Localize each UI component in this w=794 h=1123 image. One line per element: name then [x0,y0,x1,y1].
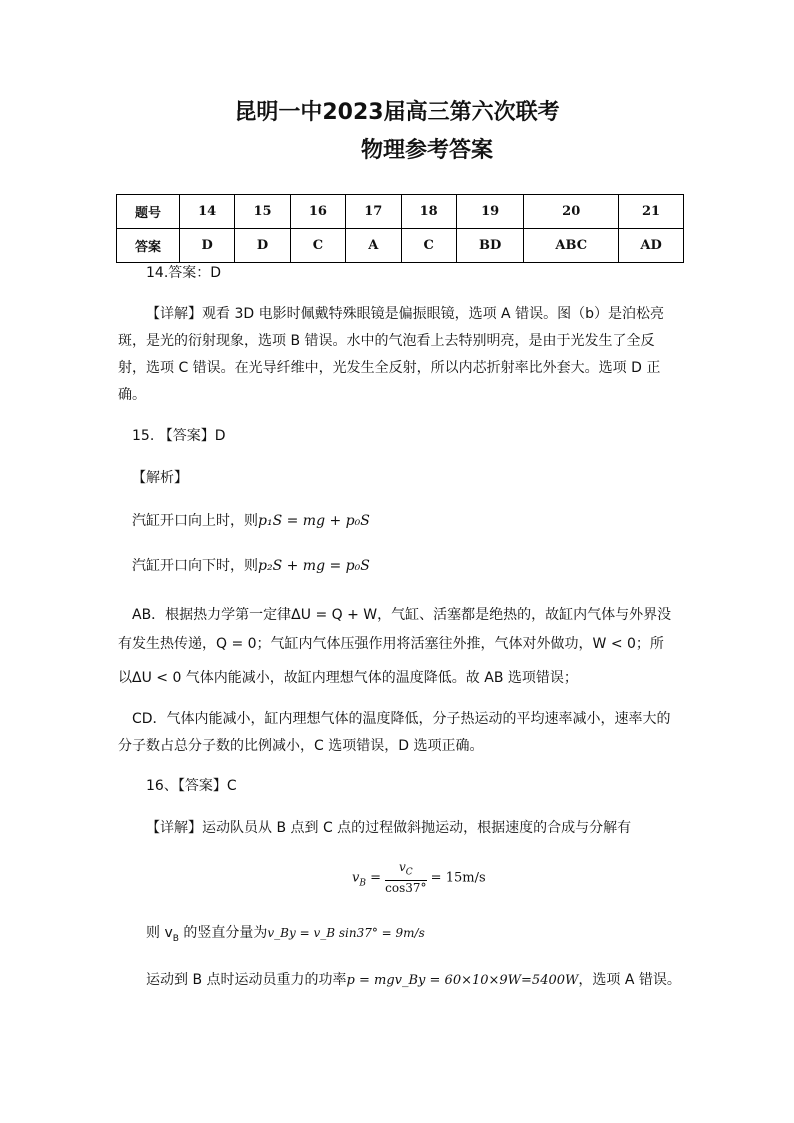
answer-cell: C [401,229,456,263]
answer-cell: C [290,229,345,263]
question-number: 18 [401,195,456,229]
answer-table [116,194,684,263]
answer-cell: A [346,229,401,263]
q15-eq2-prefix: 汽缸开口向下时，则 [132,558,258,574]
answer-cell: D [235,229,290,263]
table-row-numbers [117,195,684,229]
page-subtitle: 物理参考答案 [360,138,493,163]
q16-vertical-formula: v_By = v_B sin37° = 9m/s [267,926,425,940]
q15-eq1-line [132,507,370,535]
question-number: 16 [290,195,345,229]
q14-detail-line: 确。 [118,387,146,403]
q15-ab-line: AB．根据热力学第一定律ΔU = Q + W，气缸、活塞都是绝热的，故缸内气体与外界没 [132,607,672,623]
row-label-number: 题号 [117,195,180,229]
page-title: 昆明一中2023届高三第六次联考 [234,100,560,125]
question-number: 15 [235,195,290,229]
formula-rhs: = 15m/s [430,870,486,886]
q15-ab-line: 有发生热传递，Q = 0；气缸内气体压强作用将活塞往外推，气体对外做功，W < 0；所 [118,636,664,652]
q15-cd-line: 分子数占总分子数的比例减小，C 选项错误，D 选项正确。 [118,738,484,754]
q14-heading: 14.答案：D [146,265,222,281]
q15-ab-line: 以ΔU < 0 气体内能减小，故缸内理想气体的温度降低。故 AB 选项错误； [118,670,578,686]
question-number: 14 [180,195,235,229]
q15-eq2-formula: p₂S + mg = p₀S [258,558,370,574]
q14-detail-line: 【详解】观看 3D 电影时佩戴特殊眼镜是偏振眼镜，选项 A 错误。图（b）是泊松亮 [146,306,664,322]
q16-velocity-formula: $v_B$ = $\frac{v_C}{\cos 37^\circ}$ = 15m/s [352,860,486,896]
answer-cell: BD [456,229,523,263]
answer-cell: AD [619,229,684,263]
q15-heading: 15. 【答案】D [132,428,226,444]
q16-power-formula: p = mgv_By = 60×10×9W=5400W [346,973,579,988]
q16-vertical-line: 则 $v_B$ 的竖直分量为v_By = v_B sin37° = 9m/s [146,925,425,944]
formula-numerator: $v_C$ [385,860,426,881]
q15-eq1-prefix: 汽缸开口向上时，则 [132,513,258,529]
q15-eq1-formula: p₁S = mg + p₀S [258,513,370,529]
question-number: 20 [524,195,619,229]
formula-lhs-sub: B [359,878,366,889]
q16-power-line: 运动到 B 点时运动员重力的功率p = mgv_By = 60×10×9W=5400W，选项 A 错误。 [146,972,681,988]
question-number: 17 [346,195,401,229]
question-number: 21 [619,195,684,229]
answer-cell: D [180,229,235,263]
formula-lhs: v [352,870,360,886]
question-number: 19 [456,195,523,229]
q15-cd-line: CD．气体内能减小，缸内理想气体的温度降低，分子热运动的平均速率减小，速率大的 [132,711,671,727]
q16-detail: 【详解】运动队员从 B 点到 C 点的过程做斜抛运动，根据速度的合成与分解有 [146,820,632,836]
q14-detail-line: 射，选项 C 错误。在光导纤维中，光发生全反射，所以内芯折射率比外套大。选项 D 正 [118,360,661,376]
q16-heading: 16、【答案】C [146,778,237,794]
table-row-answers [117,229,684,263]
formula-fraction [385,860,426,896]
answer-cell: ABC [524,229,619,263]
row-label-answer: 答案 [117,229,180,263]
formula-denominator: cos37° [385,881,427,896]
q15-eq2-line [132,552,370,580]
q15-analysis-label: 【解析】 [132,470,188,486]
q14-detail-line: 斑，是光的衍射现象，选项 B 错误。水中的气泡看上去特别明亮，是由于光发生了全反 [118,333,655,349]
